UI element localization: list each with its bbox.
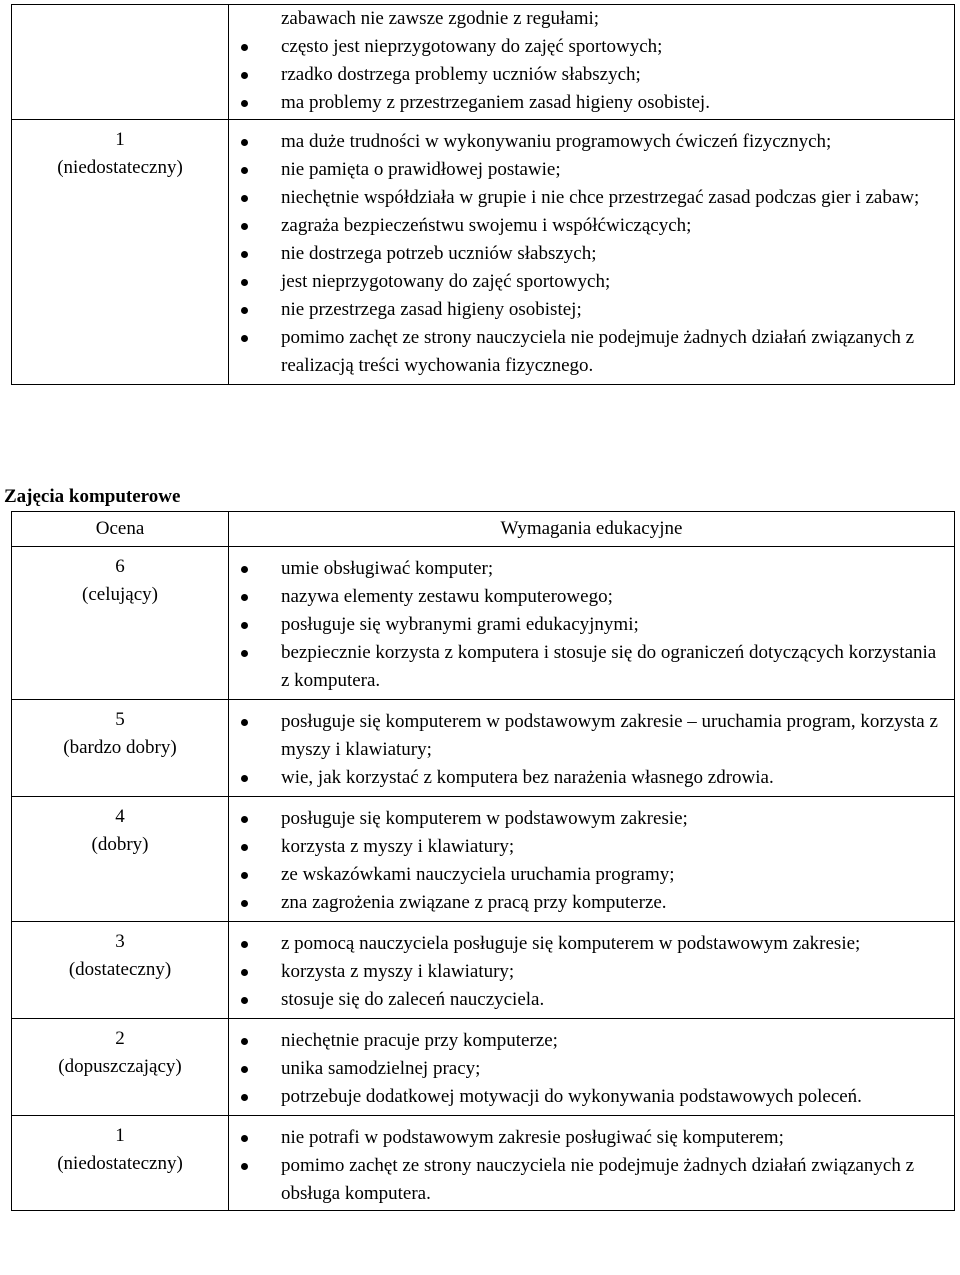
grade-number: 4: [115, 806, 125, 827]
list-item: pomimo zachęt ze strony nauczyciela nie podejmuje żadnych działań związanych z obsługa komputera.: [271, 1152, 946, 1208]
requirements-cell: [229, 1019, 955, 1116]
grade-name: (niedostateczny): [57, 1153, 183, 1174]
grade-cell: [12, 120, 229, 385]
list-item: potrzebuje dodatkowej motywacji do wykonywania podstawowych poleceń.: [271, 1083, 946, 1111]
table-row: [12, 547, 955, 700]
grade-cell: [12, 922, 229, 1019]
table-row: [12, 5, 955, 120]
list-item: korzysta z myszy i klawiatury;: [271, 958, 946, 986]
grade-column-header: Ocena: [12, 512, 229, 547]
requirements-cell: [229, 547, 955, 700]
list-item: z pomocą nauczyciela posługuje się komputerem w podstawowym zakresie;: [271, 930, 946, 958]
list-item: nie przestrzega zasad higieny osobistej;: [271, 296, 946, 324]
list-item: wie, jak korzystać z komputera bez narażenia własnego zdrowia.: [271, 764, 946, 792]
requirements-cell: [229, 797, 955, 922]
requirements-column-header: Wymagania edukacyjne: [229, 512, 955, 547]
requirements-list: [271, 1124, 946, 1208]
pe-requirements-table: [11, 4, 955, 385]
requirements-cell: [229, 5, 955, 120]
list-item: nazywa elementy zestawu komputerowego;: [271, 583, 946, 611]
grade-cell: [12, 700, 229, 797]
requirements-list: [271, 708, 946, 792]
requirements-list: [271, 805, 946, 917]
grade-number: 3: [115, 931, 125, 952]
list-item: zna zagrożenia związane z pracą przy komputerze.: [271, 889, 946, 917]
requirements-cell: [229, 700, 955, 797]
table-row: [12, 700, 955, 797]
grade-number: 5: [115, 709, 125, 730]
requirements-list: [271, 555, 946, 695]
grade-cell: [12, 1019, 229, 1116]
list-item: posługuje się komputerem w podstawowym zakresie – uruchamia program, korzysta z myszy i klawiatury;: [271, 708, 946, 764]
list-item: korzysta z myszy i klawiatury;: [271, 833, 946, 861]
list-item: nie potrafi w podstawowym zakresie posługiwać się komputerem;: [271, 1124, 946, 1152]
table-row: [12, 1019, 955, 1116]
requirements-cell: [229, 1116, 955, 1211]
table-row: [12, 922, 955, 1019]
grade-number: 2: [115, 1028, 125, 1049]
list-item: jest nieprzygotowany do zajęć sportowych;: [271, 268, 946, 296]
list-item: stosuje się do zaleceń nauczyciela.: [271, 986, 946, 1014]
table-row: [12, 1116, 955, 1211]
grade-cell: [12, 5, 229, 120]
list-item: ze wskazówkami nauczyciela uruchamia programy;: [271, 861, 946, 889]
list-item: bezpiecznie korzysta z komputera i stosuje się do ograniczeń dotyczących korzystania z komputera.: [271, 639, 946, 695]
list-item: zabawach nie zawsze zgodnie z regułami;: [281, 8, 600, 29]
list-item: posługuje się wybranymi grami edukacyjnymi;: [271, 611, 946, 639]
requirements-cell: [229, 120, 955, 385]
requirements-list: [271, 1027, 946, 1111]
grade-number: 6: [115, 556, 125, 577]
list-item: posługuje się komputerem w podstawowym zakresie;: [271, 805, 946, 833]
grade-name: (niedostateczny): [57, 157, 183, 178]
table-row: [12, 797, 955, 922]
grade-number: 1: [115, 1125, 125, 1146]
requirements-cell: [229, 922, 955, 1019]
grade-cell: [12, 1116, 229, 1211]
list-item: ma problemy z przestrzeganiem zasad higieny osobistej.: [271, 89, 946, 117]
grade-cell: [12, 797, 229, 922]
requirements-list: [271, 128, 946, 380]
list-item: rzadko dostrzega problemy uczniów słabszych;: [271, 61, 946, 89]
grade-name: (celujący): [82, 584, 158, 605]
requirements-list: [271, 5, 946, 117]
list-item: nie dostrzega potrzeb uczniów słabszych;: [271, 240, 946, 268]
grade-name: (dopuszczający): [58, 1056, 182, 1077]
grade-name: (bardzo dobry): [63, 737, 177, 758]
list-item: nie pamięta o prawidłowej postawie;: [271, 156, 946, 184]
table-header-row: [12, 512, 955, 547]
grade-name: (dobry): [91, 834, 149, 855]
grade-number: 1: [115, 129, 125, 150]
list-item: pomimo zachęt ze strony nauczyciela nie podejmuje żadnych działań związanych z realizacją treści wychowania fizycznego.: [271, 324, 946, 380]
table-row: [12, 120, 955, 385]
grade-cell: [12, 547, 229, 700]
list-item: niechętnie współdziała w grupie i nie chce przestrzegać zasad podczas gier i zabaw;: [271, 184, 946, 212]
section-title: Zajęcia komputerowe: [4, 486, 181, 507]
list-item: ma duże trudności w wykonywaniu programowych ćwiczeń fizycznych;: [271, 128, 946, 156]
list-item: często jest nieprzygotowany do zajęć sportowych;: [271, 33, 946, 61]
grade-name: (dostateczny): [68, 959, 172, 980]
list-item: umie obsługiwać komputer;: [271, 555, 946, 583]
list-item: unika samodzielnej pracy;: [271, 1055, 946, 1083]
computer-class-requirements-table: [11, 511, 955, 1211]
requirements-list: [271, 930, 946, 1014]
list-item: zagraża bezpieczeństwu swojemu i współćwiczących;: [271, 212, 946, 240]
list-item: niechętnie pracuje przy komputerze;: [271, 1027, 946, 1055]
